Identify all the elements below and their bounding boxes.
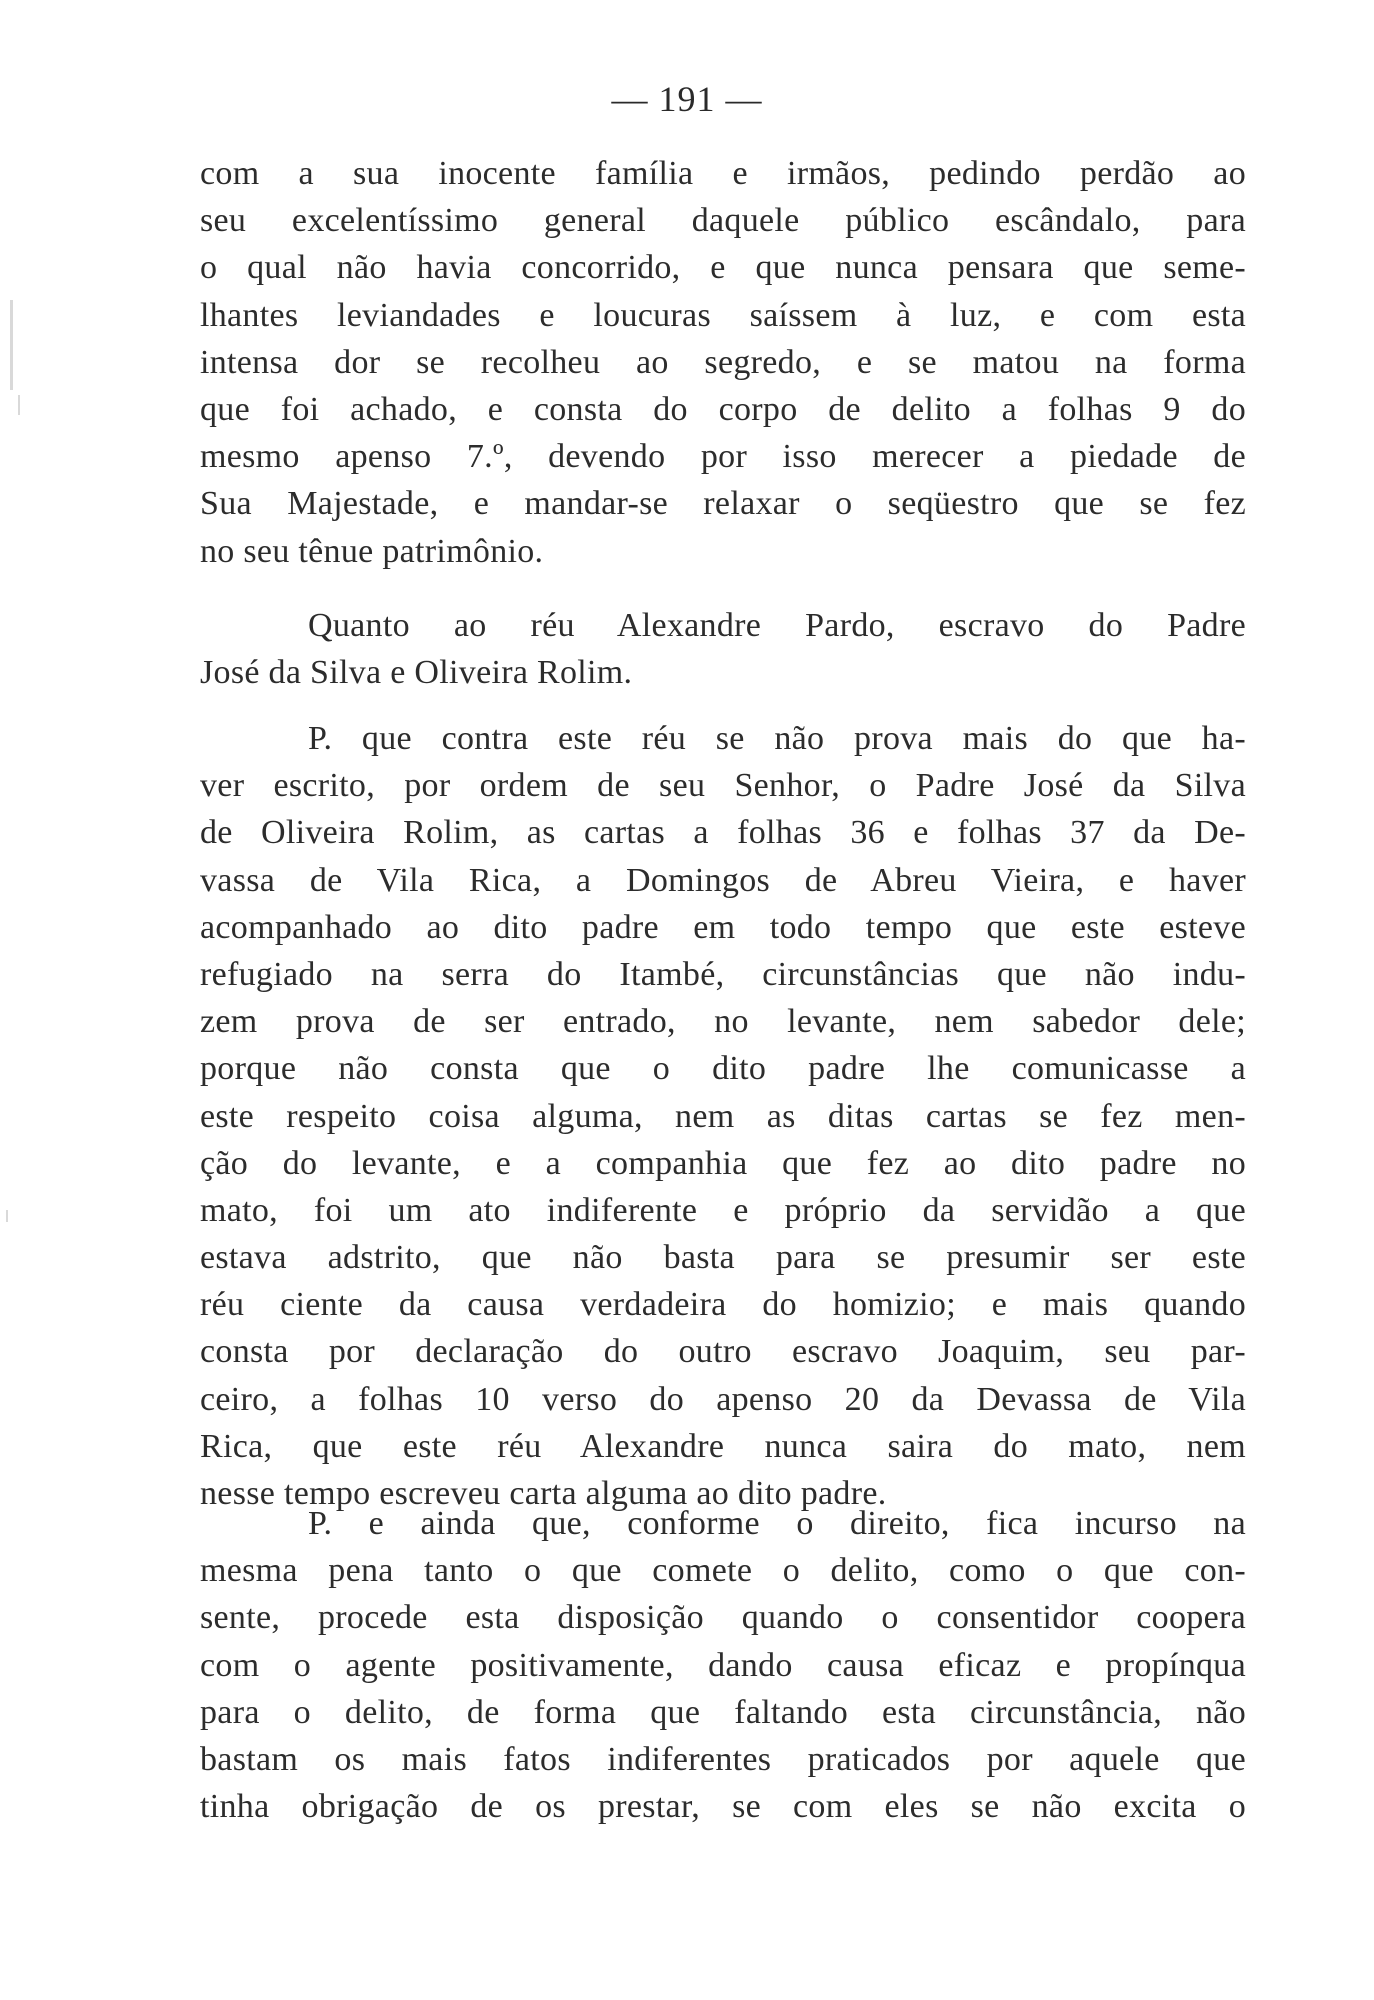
text-line: tinha obrigação de os prestar, se com eles se não excita o	[200, 1788, 1246, 1826]
text-line: zem prova de ser entrado, no levante, nem sabedor dele;	[200, 1003, 1246, 1041]
text-line: José da Silva e Oliveira Rolim.	[200, 654, 633, 692]
text-line: mato, foi um ato indiferente e próprio da servidão a que	[200, 1191, 1246, 1229]
text-line: nesse tempo escreveu carta alguma ao dito padre.	[200, 1475, 887, 1512]
text-line: intensa dor se recolheu ao segredo, e se matou na forma	[200, 343, 1246, 381]
text-line: de Oliveira Rolim, as cartas a folhas 36 e folhas 37 da De-	[200, 814, 1246, 852]
text-line: para o delito, de forma que faltando esta circunstância, não	[200, 1693, 1246, 1731]
text-line: bastam os mais fatos indiferentes praticados por aquele que	[200, 1740, 1246, 1778]
text-line: ção do levante, e a companhia que fez ao dito padre no	[200, 1144, 1246, 1182]
text-line: Sua Majestade, e mandar-se relaxar o seqüestro que se fez	[200, 485, 1246, 523]
text-line: com o agente positivamente, dando causa eficaz e propínqua	[200, 1646, 1246, 1684]
scan-margin-mark	[10, 300, 13, 390]
text-line: Quanto ao réu Alexandre Pardo, escravo do Padre	[308, 607, 1246, 644]
paragraph-2	[200, 602, 1246, 696]
text-line: mesmo apenso 7.º, devendo por isso merecer a piedade de	[200, 438, 1246, 476]
paragraph-1	[200, 150, 1246, 575]
text-line: refugiado na serra do Itambé, circunstâncias que não indu-	[200, 955, 1246, 993]
paragraph-4	[200, 1500, 1246, 1830]
text-line: mesma pena tanto o que comete o delito, como o que con-	[200, 1552, 1246, 1590]
text-line: P. que contra este réu se não prova mais do que ha-	[308, 720, 1246, 757]
scan-margin-mark	[18, 395, 20, 415]
text-line: Rica, que este réu Alexandre nunca saira do mato, nem	[200, 1427, 1246, 1465]
text-line: ceiro, a folhas 10 verso do apenso 20 da Devassa de Vila	[200, 1380, 1246, 1418]
text-line: o qual não havia concorrido, e que nunca pensara que seme-	[200, 249, 1246, 287]
text-line: P. e ainda que, conforme o direito, fica incurso na	[308, 1505, 1246, 1542]
text-line: consta por declaração do outro escravo Joaquim, seu par-	[200, 1333, 1246, 1371]
text-line: no seu tênue patrimônio.	[200, 532, 544, 570]
text-line: com a sua inocente família e irmãos, pedindo perdão ao	[200, 155, 1246, 192]
text-line: este respeito coisa alguma, nem as ditas cartas se fez men-	[200, 1097, 1246, 1135]
text-line: porque não consta que o dito padre lhe comunicasse a	[200, 1050, 1246, 1088]
text-line: estava adstrito, que não basta para se presumir ser este	[200, 1239, 1246, 1277]
text-line: ver escrito, por ordem de seu Senhor, o Padre José da Silva	[200, 767, 1246, 805]
paragraph-3	[200, 715, 1246, 1517]
text-line: que foi achado, e consta do corpo de delito a folhas 9 do	[200, 390, 1246, 428]
scan-margin-mark	[6, 1210, 8, 1222]
text-line: vassa de Vila Rica, a Domingos de Abreu Vieira, e haver	[200, 861, 1246, 899]
text-line: seu excelentíssimo general daquele público escândalo, para	[200, 202, 1246, 240]
text-line: acompanhado ao dito padre em todo tempo que este esteve	[200, 908, 1246, 946]
text-line: lhantes leviandades e loucuras saíssem à luz, e com esta	[200, 296, 1246, 334]
text-line: réu ciente da causa verdadeira do homizio; e mais quando	[200, 1286, 1246, 1324]
text-line: sente, procede esta disposição quando o consentidor coopera	[200, 1599, 1246, 1637]
page-number: — 191 —	[611, 79, 763, 119]
